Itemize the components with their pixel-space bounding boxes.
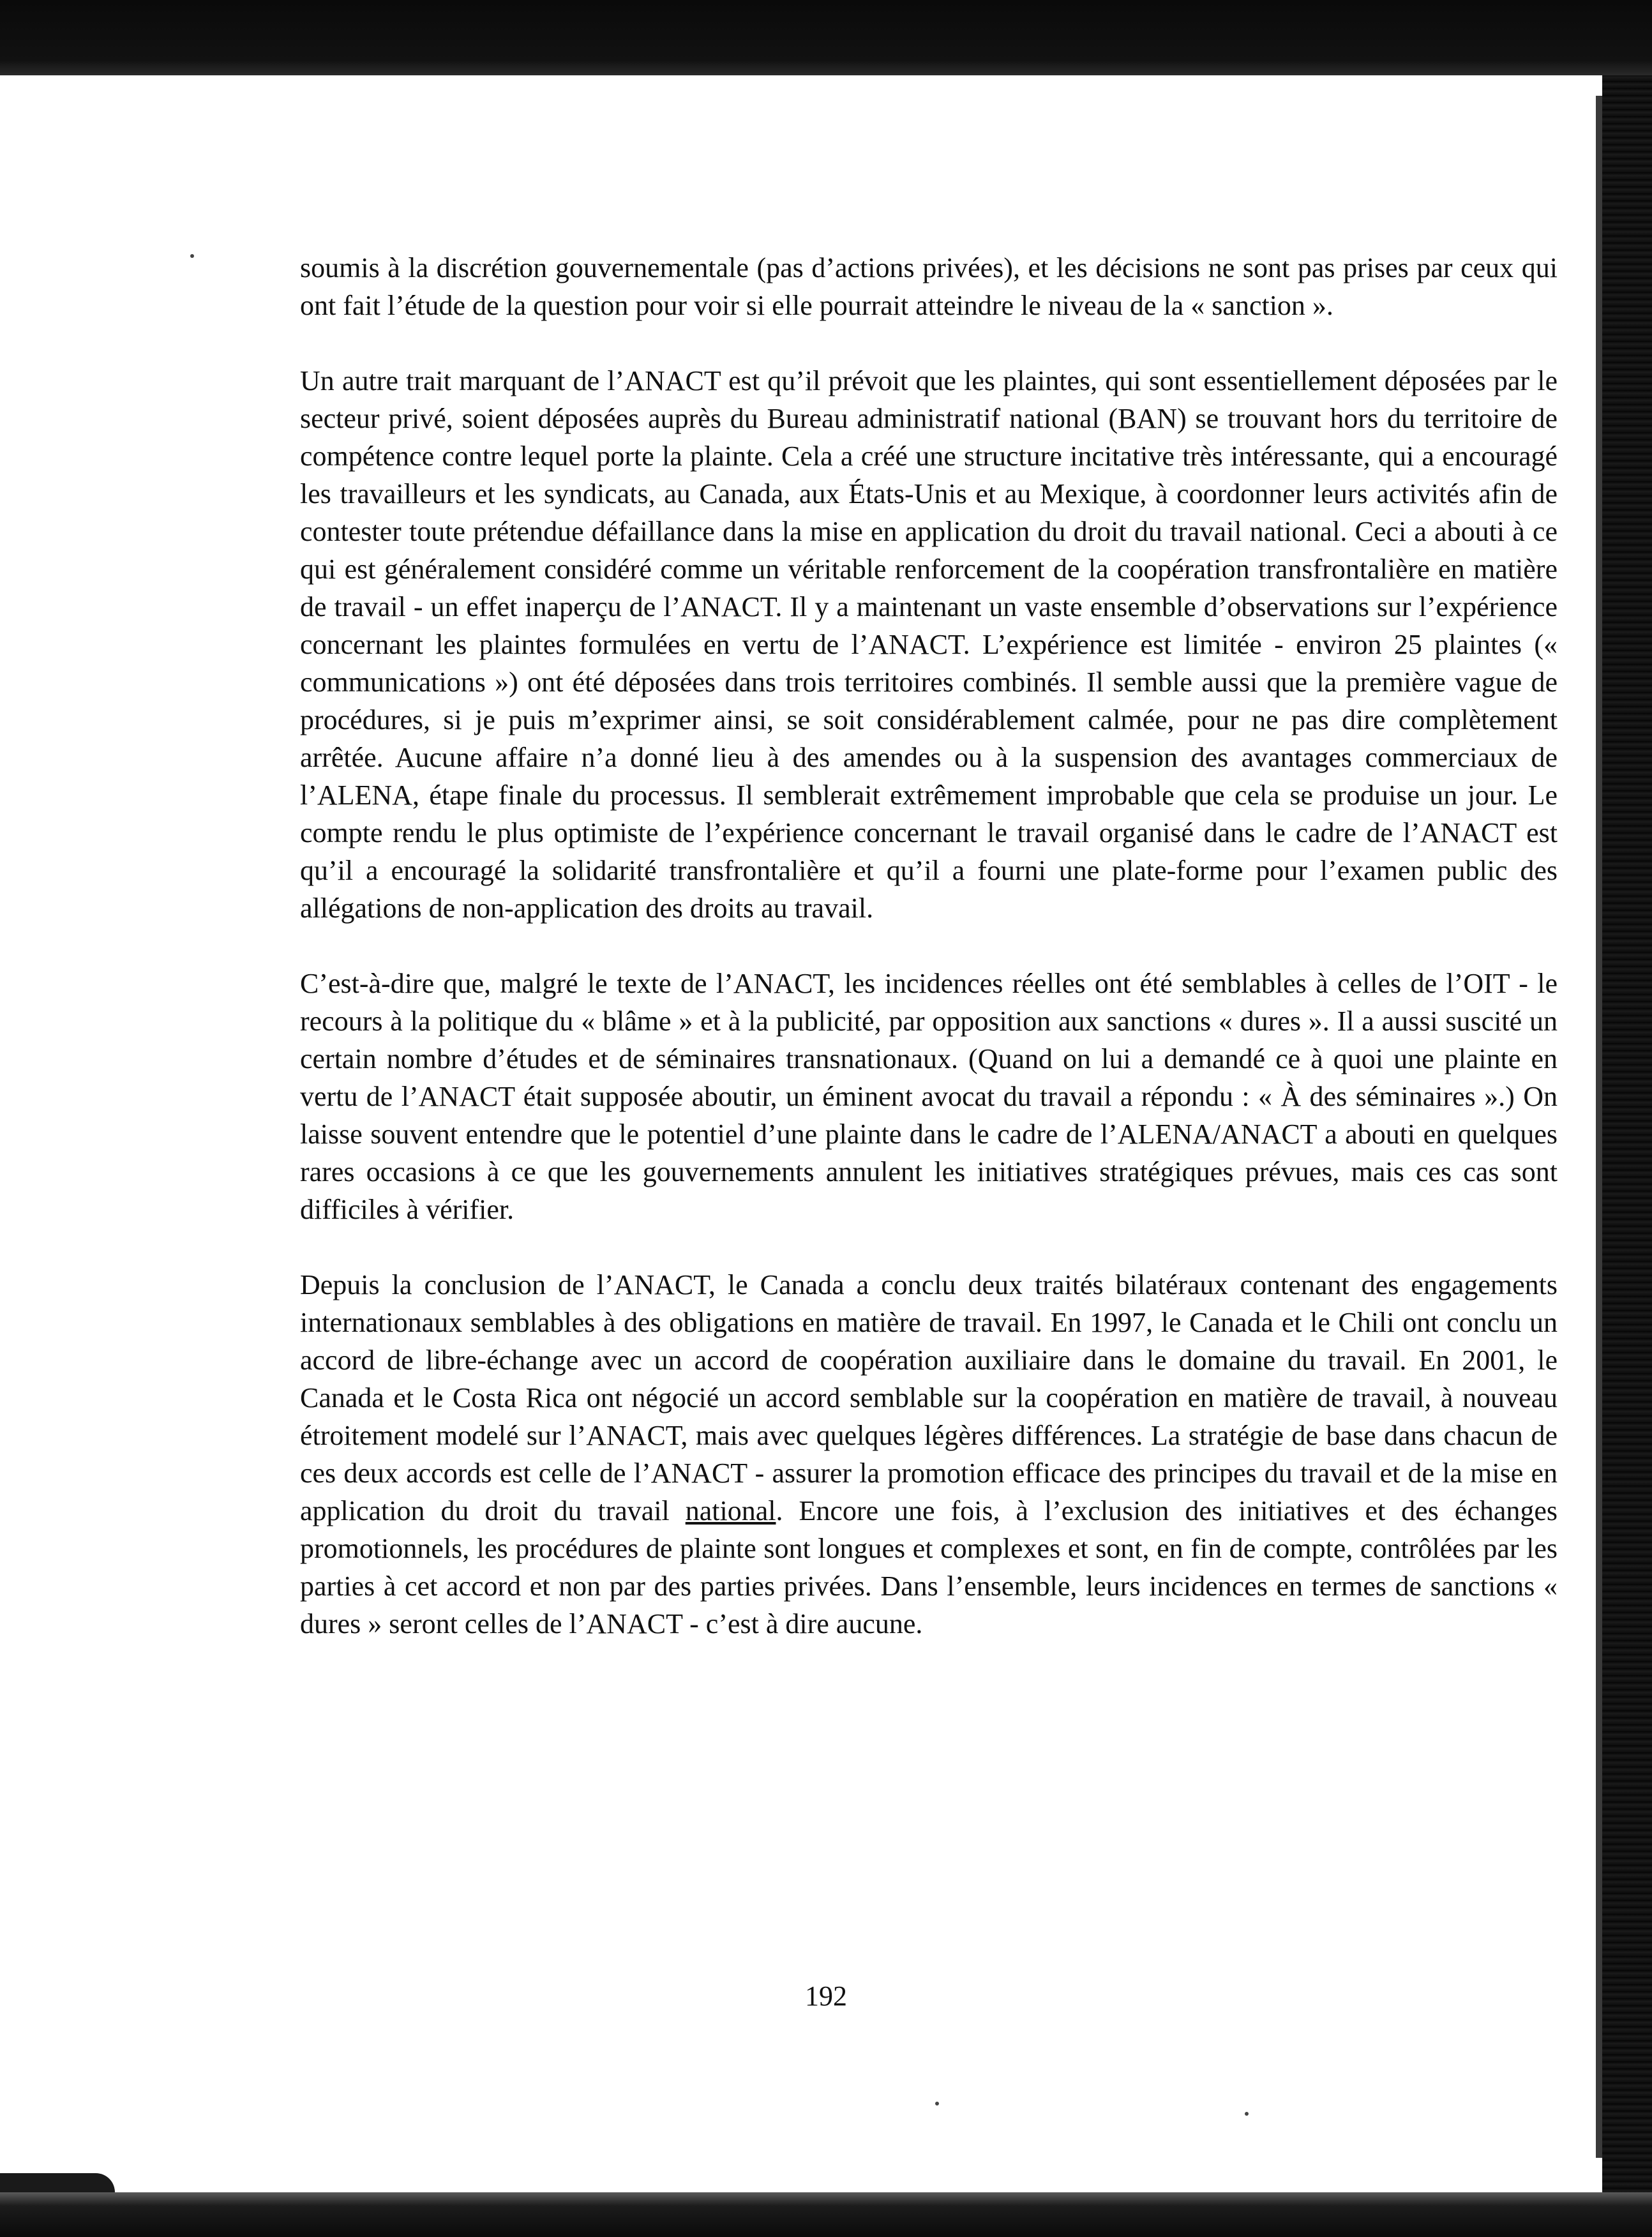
paragraph-4-text-after: . Encore une fois, à l’exclusion des initiatives et des échanges promotionnels, les procédures de plainte sont longues et complexes et sont, en fin de compte, contrôlées par les parties à cet accord et non par des parties privées. Dans l’ensemble, leurs incidences en termes de sanctions « dures » seront celles de l’ANACT - c’est à dire aucune. [300,1495,1558,1639]
underlined-word: national [685,1495,776,1526]
scan-border-right [1602,75,1652,2195]
scan-border-right-edge [1596,96,1602,2158]
scan-speck [190,254,194,258]
document-body [300,249,1558,1680]
scan-speck [1245,2112,1249,2116]
paragraph-1: soumis à la discrétion gouvernementale (pas d’actions privées), et les décisions ne sont pas prises par ceux qui ont fait l’étude de la question pour voir si elle pourrait atteindre le niveau de la « sanction ». [300,252,1558,321]
scan-speck [935,2102,939,2105]
scan-border-top [0,0,1652,75]
scan-border-bottom [0,2192,1652,2237]
paragraph-2: Un autre trait marquant de l’ANACT est qu’il prévoit que les plaintes, qui sont essentiellement déposées par le secteur privé, soient déposées auprès du Bureau administratif national (BAN) se trouvant hors du territoire de compétence contre lequel porte la plainte. Cela a créé une structure incitative très intéressante, qui a encouragé les travailleurs et les syndicats, au Canada, aux États-Unis et au Mexique, à coordonner leurs activités afin de contester toute prétendue défaillance dans la mise en application du droit du travail national. Ceci a abouti à ce qui est généralement considéré comme un véritable renforcement de la coopération transfrontalière en matière de travail - un effet inaperçu de l’ANACT. Il y a maintenant un vaste ensemble d’observations sur l’expérience concernant les plaintes formulées en vertu de l’ANACT. L’expérience est limitée - environ 25 plaintes (« communications ») ont été déposées dans trois territoires combinés. Il semble aussi que la première vague de procédures, si je puis m’exprimer ainsi, se soit considérablement calmée, pour ne pas dire complètement arrêtée. Aucune affaire n’a donné lieu à des amendes ou à la suspension des avantages commerciaux de l’ALENA, étape finale du processus. Il semblerait extrêmement improbable que cela se produise un jour. Le compte rendu le plus optimiste de l’expérience concernant le travail organisé dans le cadre de l’ANACT est qu’il a encouragé la solidarité transfrontalière et qu’il a fourni une plate-forme pour l’examen public des allégations de non-application des droits au travail. [300,365,1558,924]
paragraph-3: C’est-à-dire que, malgré le texte de l’ANACT, les incidences réelles ont été semblables à celles de l’OIT - le recours à la politique du « blâme » et à la publicité, par opposition aux sanctions « dures ». Il a aussi suscité un certain nombre d’études et de séminaires transnationaux. (Quand on lui a demandé ce à quoi une plainte en vertu de l’ANACT était supposée aboutir, un éminent avocat du travail a répondu : « À des séminaires ».) On laisse souvent entendre que le potentiel d’une plainte dans le cadre de l’ALENA/ANACT a abouti en quelques rares occasions à ce que les gouvernements annulent les initiatives stratégiques prévues, mais ces cas sont difficiles à vérifier. [300,968,1558,1225]
page-number: 192 [805,1980,847,2012]
paragraph-4 [300,1266,1558,1643]
paragraph-4-text-before: Depuis la conclusion de l’ANACT, le Canada a conclu deux traités bilatéraux contenant des engagements internationaux semblables à des obligations en matière de travail. En 1997, le Canada et le Chili ont conclu un accord de libre-échange avec un accord de coopération auxiliaire dans le domaine du travail. En 2001, le Canada et le Costa Rica ont négocié un accord semblable sur la coopération en matière de travail, à nouveau étroitement modelé sur l’ANACT, mais avec quelques légères différences. La stratégie de base dans chacun de ces deux accords est celle de l’ANACT - assurer la promotion efficace des principes du travail et de la mise en application du droit du travail [300,1269,1558,1526]
